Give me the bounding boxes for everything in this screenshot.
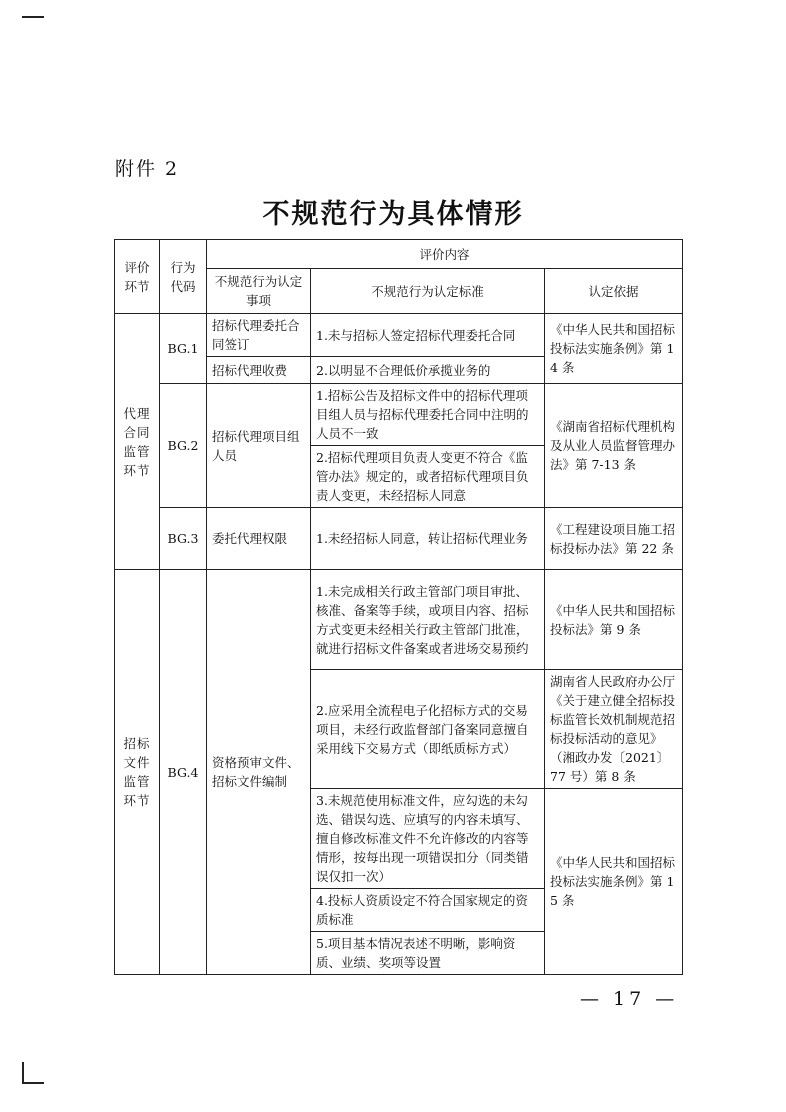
basis-cell: 《工程建设项目施工招标投标办法》第 22 条: [545, 508, 683, 570]
header-standard: 不规范行为认定标准: [311, 269, 545, 314]
code-cell: BG.2: [160, 384, 207, 508]
standard-cell: 2.应采用全流程电子化招标方式的交易项目，未经行政监督部门备案同意擅自采用线下交易方式（即纸质标方式）: [311, 670, 545, 789]
code-cell: BG.3: [160, 508, 207, 570]
standard-cell: 2.以明显不合理低价承揽业务的: [311, 357, 545, 384]
standard-cell: 4.投标人资质设定不符合国家规定的资质标准: [311, 889, 545, 932]
scan-mark: [22, 1062, 24, 1084]
table-row: [115, 384, 683, 446]
basis-cell: 《湖南省招标代理机构及从业人员监督管理办法》第 7-13 条: [545, 384, 683, 508]
header-code: 行为 代码: [160, 240, 207, 314]
header-stage: 评价 环节: [115, 240, 160, 314]
header-item: 不规范行为认定事项: [207, 269, 311, 314]
table-row: [115, 570, 683, 670]
standard-cell: 3.未规范使用标准文件，应勾选的未勾选、错误勾选、应填写的内容未填写、擅自修改标准文件不允许修改的内容等情形，按每出现一项错误扣分（同类错误仅扣一次）: [311, 789, 545, 889]
scan-mark: [22, 16, 44, 18]
item-cell: 招标代理项目组人员: [207, 384, 311, 508]
attachment-label: 附件 2: [115, 158, 180, 180]
table-row: [115, 314, 683, 357]
scan-mark: [22, 1082, 44, 1084]
standard-cell: 5.项目基本情况表述不明晰，影响资质、业绩、奖项等设置: [311, 932, 545, 975]
basis-cell: 《中华人民共和国招标投标法》第 9 条: [545, 570, 683, 670]
standard-cell: 1.未完成相关行政主管部门项目审批、核准、备案等手续，或项目内容、招标方式变更未经相关行政主管部门批准，就进行招标文件备案或者进场交易预约: [311, 570, 545, 670]
basis-cell: 《中华人民共和国招标投标法实施条例》第 14 条: [545, 314, 683, 384]
stage-agency: 代理 合同 监管 环节: [115, 314, 160, 570]
header-content: 评价内容: [207, 240, 683, 269]
standard-cell: 2.招标代理项目负责人变更不符合《监管办法》规定的，或者招标代理项目负责人变更，未经招标人同意: [311, 446, 545, 508]
standard-cell: 1.未经招标人同意，转让招标代理业务: [311, 508, 545, 570]
evaluation-table: [114, 239, 683, 975]
standard-cell: 1.招标公告及招标文件中的招标代理项目组人员与招标代理委托合同中注明的人员不一致: [311, 384, 545, 446]
basis-cell: 湖南省人民政府办公厅《关于建立健全招标投标监管长效机制规范招标投标活动的意见》（湘政办发〔2021〕77 号）第 8 条: [545, 670, 683, 789]
basis-cell: 《中华人民共和国招标投标法实施条例》第 15 条: [545, 789, 683, 975]
item-cell: 招标代理委托合同签订: [207, 314, 311, 357]
item-cell: 资格预审文件、招标文件编制: [207, 570, 311, 975]
item-cell: 委托代理权限: [207, 508, 311, 570]
header-basis: 认定依据: [545, 269, 683, 314]
table-row: [115, 508, 683, 570]
page-title: 不规范行为具体情形: [262, 199, 524, 230]
code-cell: BG.1: [160, 314, 207, 384]
code-cell: BG.4: [160, 570, 207, 975]
stage-docs: 招标 文件 监管 环节: [115, 570, 160, 975]
item-cell: 招标代理收费: [207, 357, 311, 384]
standard-cell: 1.未与招标人签定招标代理委托合同: [311, 314, 545, 357]
table-header-row: [115, 240, 683, 269]
page-number: — 17 —: [580, 988, 679, 1010]
